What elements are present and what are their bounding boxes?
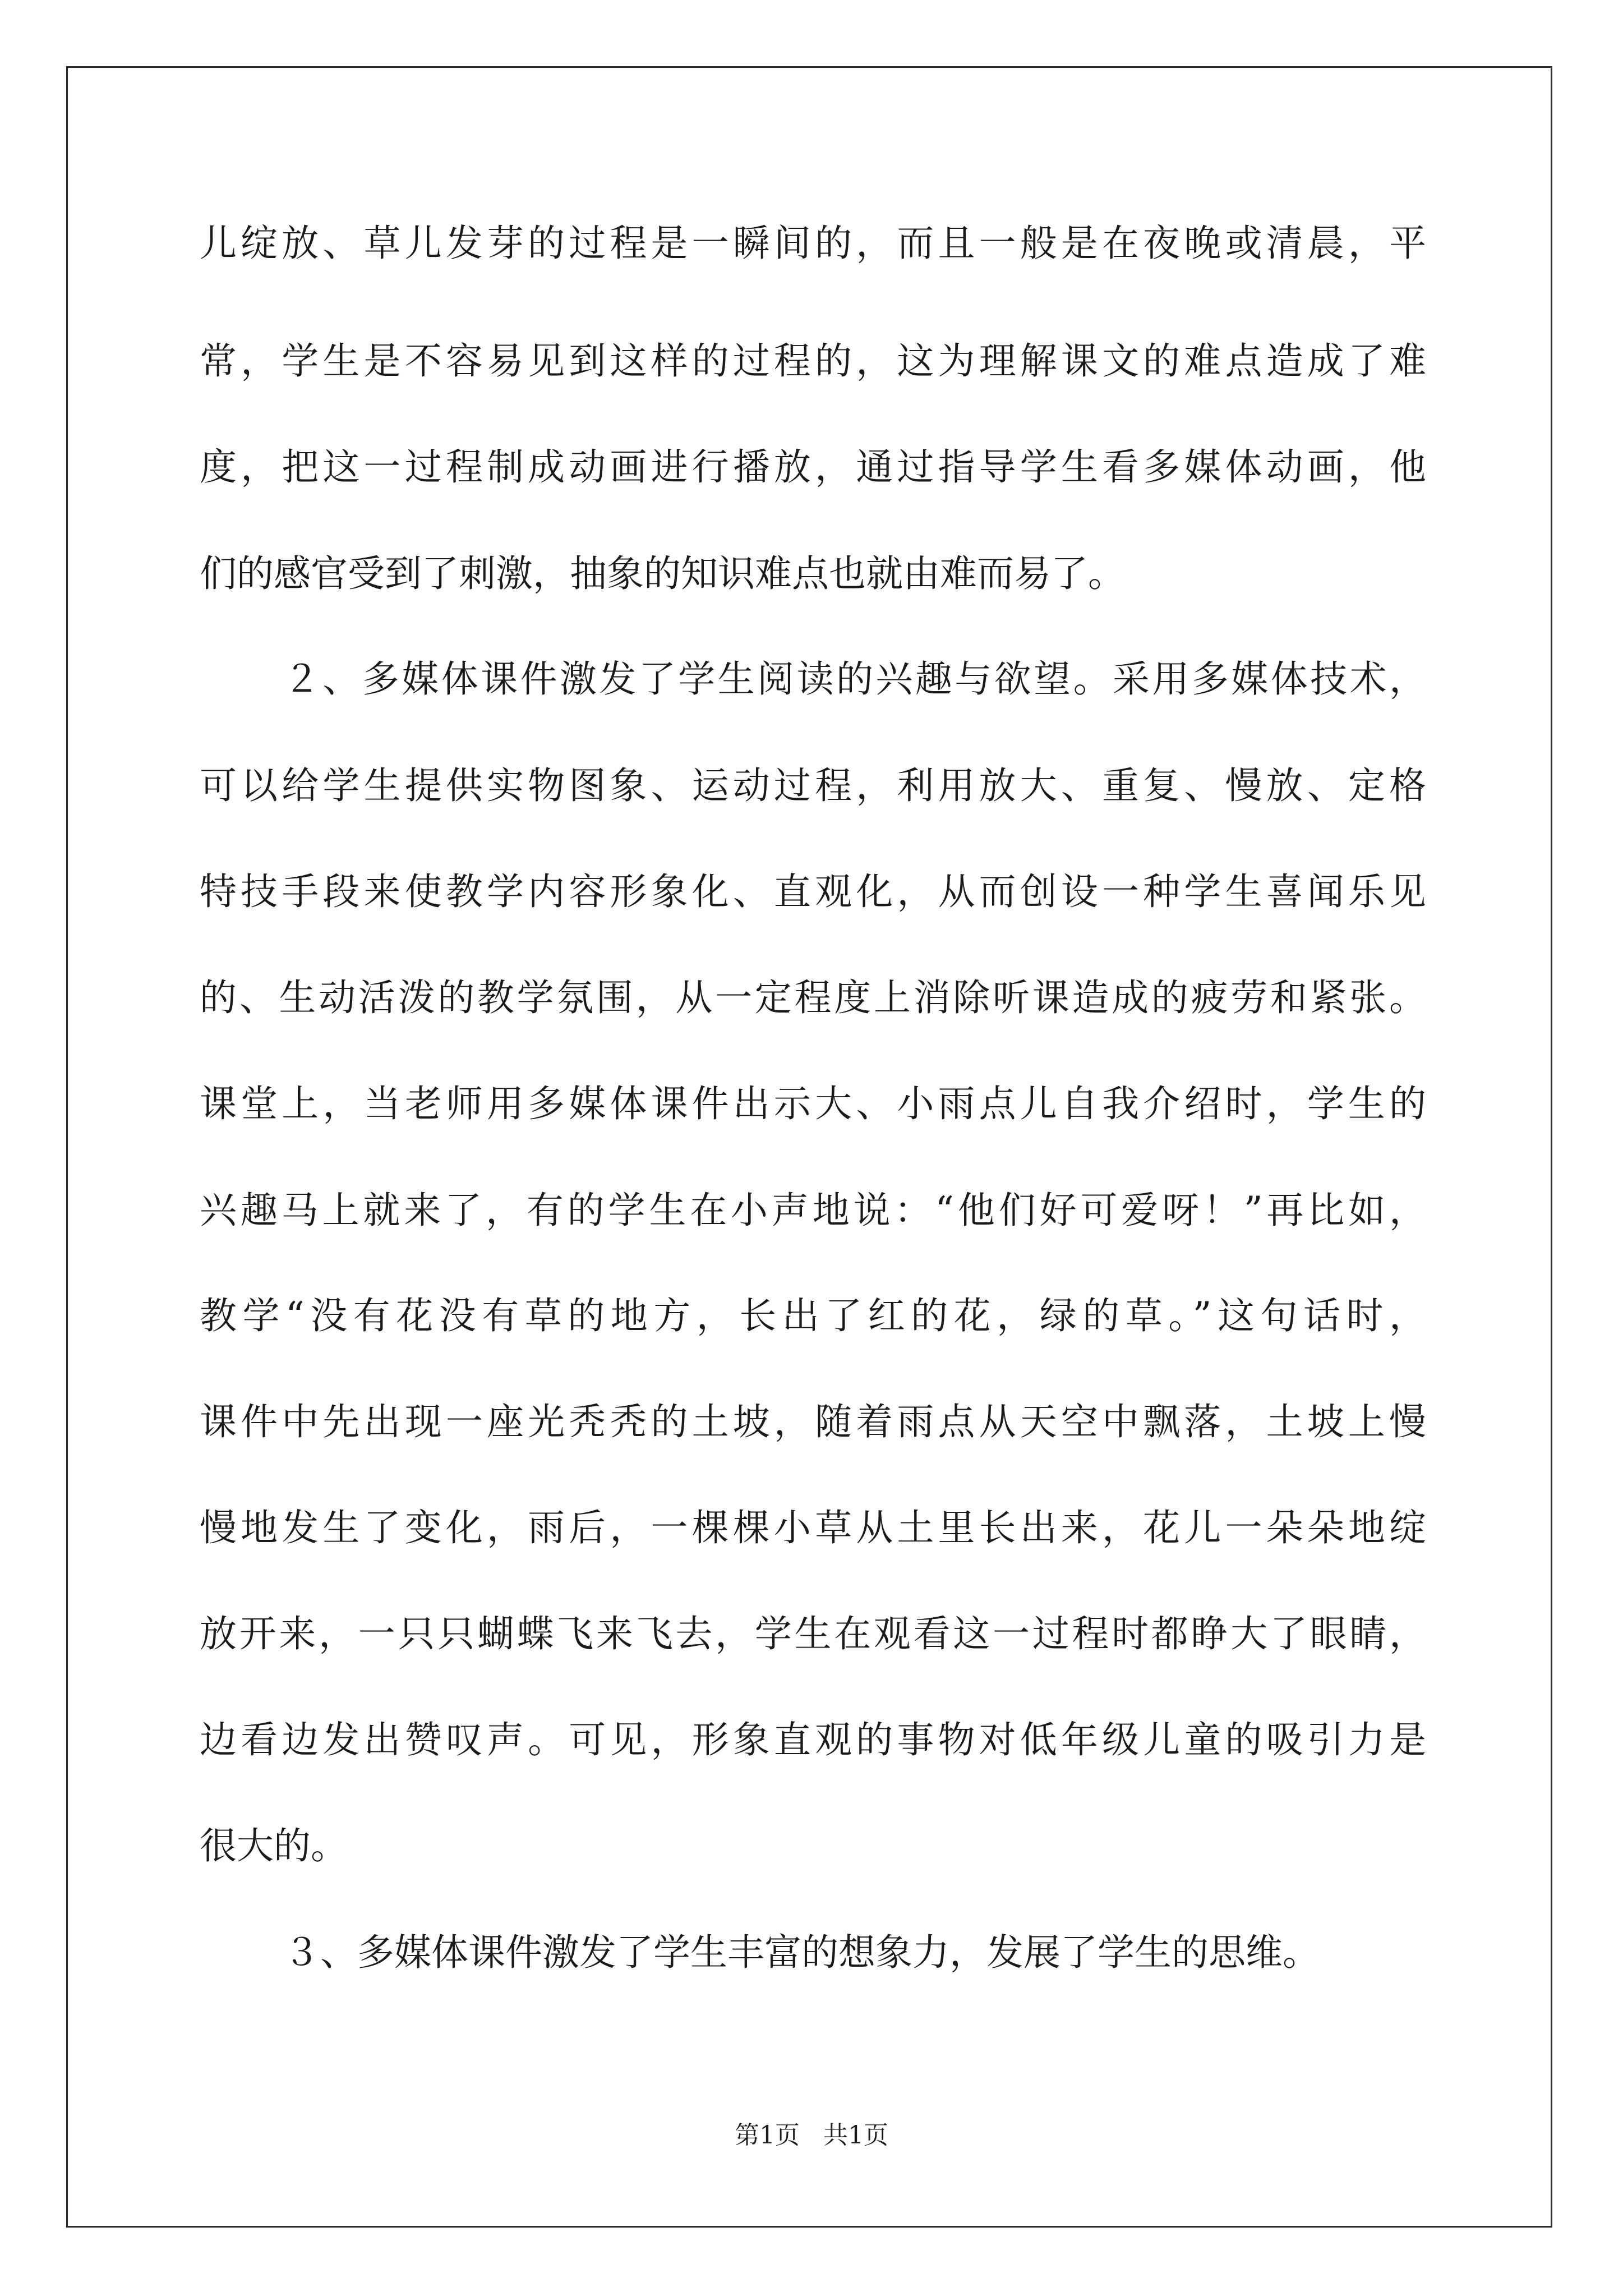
page-border (66, 66, 1552, 2228)
text-line: 教学“没有花没有草的地方，长出了红的花，绿的草。”这句话时， (200, 1294, 1426, 1337)
text-line: ２、多媒体课件激发了学生阅读的兴趣与欲望。采用多媒体技术， (283, 657, 1426, 701)
text-line: 度，把这一过程制成动画进行播放，通过指导学生看多媒体动画，他 (200, 445, 1426, 489)
text-line: 常，学生是不容易见到这样的过程的，这为理解课文的难点造成了难 (200, 339, 1426, 383)
text-line: 课堂上，当老师用多媒体课件出示大、小雨点儿自我介绍时，学生的 (200, 1082, 1426, 1125)
text-line: 兴趣马上就来了，有的学生在小声地说：“他们好可爱呀！”再比如， (200, 1189, 1426, 1232)
text-line: 边看边发出赞叹声。可见，形象直观的事物对低年级儿童的吸引力是 (200, 1718, 1426, 1761)
text-line: 很大的。 (200, 1824, 348, 1867)
text-line: 们的感官受到了刺激，抽象的知识难点也就由难而易了。 (200, 552, 1125, 595)
text-line: 可以给学生提供实物图象、运动过程，利用放大、重复、慢放、定格 (200, 764, 1426, 807)
text-line: 儿绽放、草儿发芽的过程是一瞬间的，而且一般是在夜晚或清晨，平 (200, 222, 1426, 265)
text-line: 课件中先出现一座光秃秃的土坡，随着雨点从天空中飘落，土坡上慢 (200, 1400, 1426, 1443)
text-line: 放开来，一只只蝴蝶飞来飞去，学生在观看这一过程时都睁大了眼睛， (200, 1612, 1426, 1655)
text-line: 特技手段来使教学内容形象化、直观化，从而创设一种学生喜闻乐见 (200, 870, 1426, 913)
text-line: 的、生动活泼的教学氛围，从一定程度上消除听课造成的疲劳和紧张。 (200, 976, 1426, 1019)
text-line: 慢地发生了变化，雨后，一棵棵小草从土里长出来，花儿一朵朵地绽 (200, 1506, 1426, 1549)
page-footer: 第1页 共1页 (735, 2121, 888, 2150)
text-line: ３、多媒体课件激发了学生丰富的想象力，发展了学生的思维。 (283, 1931, 1320, 1974)
